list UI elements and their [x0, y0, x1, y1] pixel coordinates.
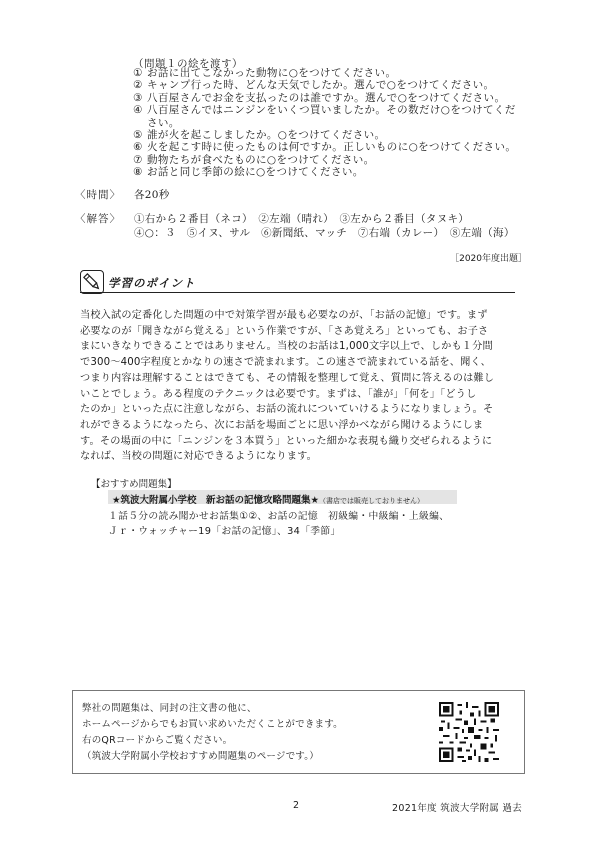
question-item	[133, 92, 523, 104]
year-note: ［2020年度出題］	[450, 254, 527, 264]
question-item	[133, 79, 523, 91]
footer-line-2: ホームページからでもお買い求めいただくことができます。	[82, 719, 343, 730]
question-number: ③	[133, 91, 143, 104]
pencil-icon	[80, 270, 104, 294]
point-body-line: たのか」といった点に注意しながら、お話の流れについていけるようになりましょう。そ	[80, 404, 494, 416]
question-number: ⑥	[133, 141, 143, 154]
question-text: キャンプ行った時、どんな天気でしたか。選んで○をつけてください。	[147, 79, 495, 92]
recommend-line-2: Ｊｒ・ウォッチャー19「お話の記憶」、34「季節」	[108, 526, 341, 537]
question-text: 動物たちが食べたものに○をつけてください。	[147, 153, 375, 166]
question-intro: （問題１の絵を渡す）	[133, 58, 243, 70]
question-item	[133, 67, 523, 79]
point-body	[80, 308, 520, 465]
question-number: ②	[133, 79, 143, 92]
recommend-line-1: １話５分の読み聞かせお話集①②、お話の記憶 初級編・中級編・上級編、	[108, 511, 450, 522]
question-number: ⑧	[133, 166, 143, 179]
point-body-line: 必要なのが「聞きながら覚える」という作業ですが、「さあ覚えろ」といっても、お子さ	[80, 325, 489, 337]
question-text: お話に出てこなかった動物に○をつけてください。	[147, 67, 397, 79]
answers-line-1: ①右から２番目（ネコ） ②左端（晴れ） ③左から２番目（タヌキ）	[134, 213, 470, 225]
question-item	[133, 129, 523, 141]
point-divider	[80, 292, 515, 293]
answers-line-2: ④○：３ ⑤イヌ、サル ⑥新聞紙、マッチ ⑦右端（カレー） ⑧左端（海）	[134, 227, 515, 239]
question-number: ④	[133, 104, 143, 117]
point-body-line: いことでしょう。ある程度のテクニックは必要です。まずは、「誰が」「何を」「どうし	[80, 388, 477, 400]
question-text: 火を起こす時に使ったものは何ですか。正しいものに○をつけてください。	[147, 141, 517, 154]
question-number: ⑦	[133, 153, 143, 166]
time-value: 各20秒	[134, 189, 170, 201]
time-label: 〈時間〉	[75, 189, 121, 201]
point-body-line: まにいきなりできることではありません。当校のお話は1,000文字以上で、しかも１分間	[80, 341, 493, 353]
footer-line-3: 右のQRコードからご覧ください。	[82, 735, 233, 746]
point-body-line: なれば、当校の問題に対応できるようになります。	[80, 451, 317, 463]
question-item	[133, 166, 523, 178]
answers-label: 〈解答〉	[75, 213, 121, 225]
recommend-note: （書店では販売しておりません）	[319, 497, 425, 505]
recommend-label: 【おすすめ問題集】	[91, 479, 177, 490]
question-list	[133, 67, 523, 179]
point-body-line: で300～400字程度とかなりの速さで読まれます。この速さで読まれている話を、聞く、	[80, 357, 491, 369]
footer-line-1: 弊社の問題集は、同封の注文書の他に、	[82, 703, 257, 714]
question-text: 八百屋さんではニンジンをいくつ買いましたか。その数だけ○をつけてください。	[147, 104, 516, 129]
footer-line-4: （筑波大学附属小学校おすすめ問題集のページです。）	[82, 751, 319, 762]
question-text: お話と同じ季節の絵に○をつけてください。	[147, 166, 364, 179]
question-number: ①	[133, 67, 143, 79]
point-body-line: つまり内容は理解することはできても、その情報を整理して覚え、質問に答えるのは難し	[80, 372, 495, 384]
question-item	[133, 141, 523, 153]
point-body-line: 当校入試の定番化した問題の中で対策学習が最も必要なのが、「お話の記憶」です。まず	[80, 310, 488, 321]
question-text: 誰が火を起こしましたか。○をつけてください。	[147, 129, 386, 142]
question-item	[133, 154, 523, 166]
qr-code-icon[interactable]	[439, 702, 499, 762]
question-text: 八百屋さんでお金を支払ったのは誰ですか。選んで○をつけてください。	[147, 91, 506, 104]
question-number: ⑤	[133, 129, 143, 142]
page-number: 2	[293, 800, 300, 811]
question-item	[133, 104, 523, 129]
recommend-title-text: ★筑波大附属小学校 新お話の記憶攻略問題集★	[112, 495, 320, 506]
recommend-title	[112, 492, 424, 506]
point-body-line: れができるようになったら、次にお話を場面ごとに思い浮かべながら聞けるようにしま	[80, 419, 484, 431]
point-title: 学習のポイント	[108, 276, 196, 290]
point-body-line: す。その場面の中に「ニンジンを３本買う」といった細かな表現も織り交ぜられるように	[80, 435, 493, 447]
page-running-title: 2021年度 筑波大学附属 過去	[392, 803, 523, 814]
